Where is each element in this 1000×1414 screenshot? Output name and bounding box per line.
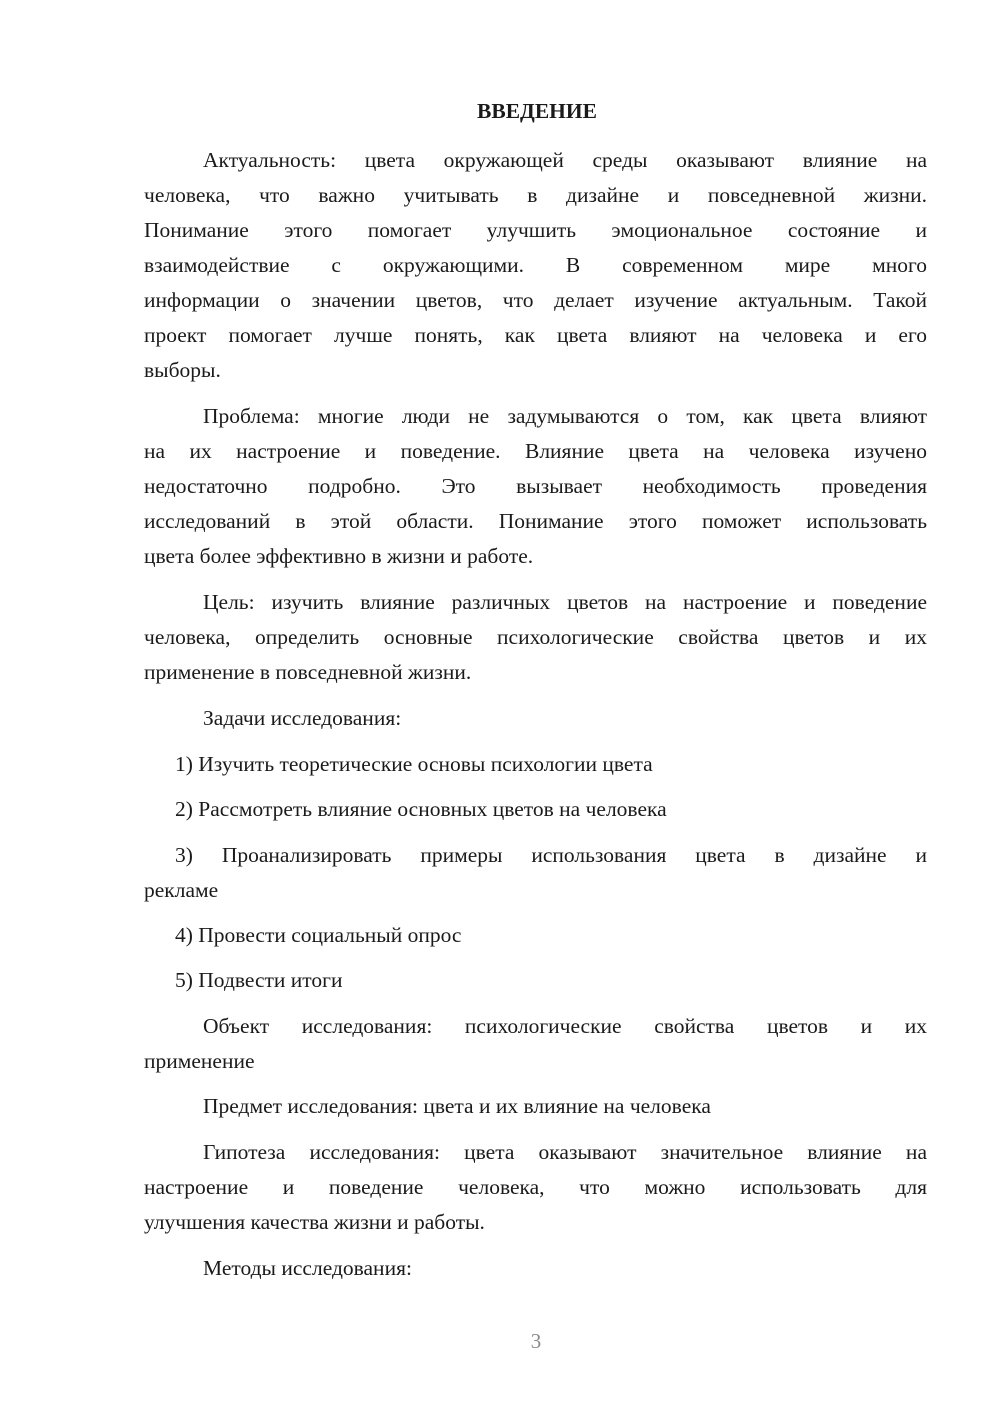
subject-line: Предмет исследования: цвета и их влияние на человека bbox=[203, 1094, 711, 1118]
relevance-line: Понимание этого помогает улучшить эмоциональное состояние и bbox=[144, 218, 927, 242]
object-line: Объект исследования: психологические свойства цветов и их bbox=[203, 1014, 927, 1038]
problem-line: Проблема: многие люди не задумываются о том, как цвета влияют bbox=[203, 404, 927, 428]
task-item: 1) Изучить теоретические основы психологии цвета bbox=[175, 752, 653, 776]
relevance-line: человека, что важно учитывать в дизайне и повседневной жизни. bbox=[144, 183, 927, 207]
relevance-line: Актуальность: цвета окружающей среды оказывают влияние на bbox=[203, 148, 927, 172]
task-item: 5) Подвести итоги bbox=[175, 968, 343, 992]
task-item: 4) Провести социальный опрос bbox=[175, 923, 462, 947]
hypothesis-line: улучшения качества жизни и работы. bbox=[144, 1210, 485, 1234]
relevance-line: информации о значении цветов, что делает изучение актуальным. Такой bbox=[144, 288, 927, 312]
object-line: применение bbox=[144, 1049, 255, 1073]
hypothesis-line: Гипотеза исследования: цвета оказывают значительное влияние на bbox=[203, 1140, 927, 1164]
task-item: 3) Проанализировать примеры использования цвета в дизайне и bbox=[175, 843, 927, 867]
task-item-continuation: рекламе bbox=[144, 878, 219, 902]
goal-line: Цель: изучить влияние различных цветов на настроение и поведение bbox=[203, 590, 927, 614]
problem-line: цвета более эффективно в жизни и работе. bbox=[144, 544, 534, 568]
task-item: 2) Рассмотреть влияние основных цветов на человека bbox=[175, 797, 667, 821]
goal-line: человека, определить основные психологические свойства цветов и их bbox=[144, 625, 927, 649]
relevance-line: проект помогает лучше понять, как цвета влияют на человека и его bbox=[144, 323, 927, 347]
problem-line: недостаточно подробно. Это вызывает необходимость проведения bbox=[144, 474, 927, 498]
page-title: ВВЕДЕНИЕ bbox=[477, 99, 597, 123]
methods-heading: Методы исследования: bbox=[203, 1256, 412, 1280]
page-number: 3 bbox=[530, 1329, 542, 1353]
hypothesis-line: настроение и поведение человека, что можно использовать для bbox=[144, 1175, 927, 1199]
relevance-line: взаимодействие с окружающими. В современном мире много bbox=[144, 253, 927, 277]
tasks-heading: Задачи исследования: bbox=[203, 706, 402, 730]
problem-line: на их настроение и поведение. Влияние цвета на человека изучено bbox=[144, 439, 927, 463]
relevance-line: выборы. bbox=[144, 358, 221, 382]
problem-line: исследований в этой области. Понимание этого поможет использовать bbox=[144, 509, 927, 533]
goal-line: применение в повседневной жизни. bbox=[144, 660, 472, 684]
